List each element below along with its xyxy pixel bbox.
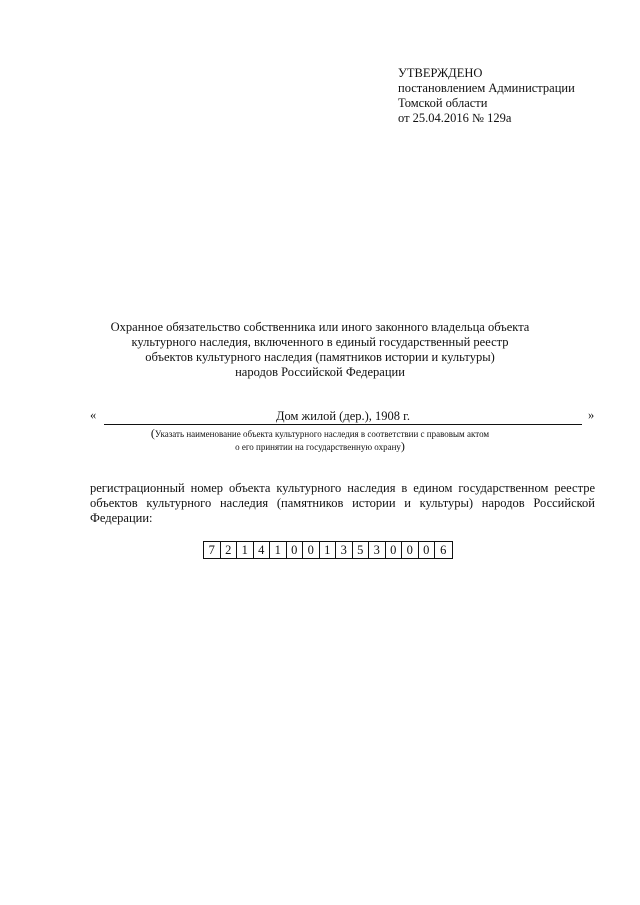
approval-line-2: Томской области [398, 96, 488, 110]
registration-digit-cell: 5 [353, 542, 370, 558]
registration-number-grid [203, 541, 453, 559]
registration-digit-cell: 6 [440, 543, 447, 557]
registration-digit-cell: 0 [419, 542, 436, 558]
hint-paren-close: ) [400, 439, 405, 453]
registration-line-2: объектов культурного наследия (памятников истории и культуры) народов Российской [90, 496, 595, 510]
object-name-line [0, 408, 640, 426]
approval-line-1: постановлением Администрации [398, 81, 575, 95]
approval-line-3: от 25.04.2016 № 129а [398, 111, 512, 125]
hint-paren-open: ( [150, 426, 155, 440]
hint-text-1: Указать наименование объекта культурного наследия в соответствии с правовым актом [154, 429, 490, 439]
document-title [0, 320, 640, 380]
registration-line-1: регистрационный номер объекта культурного наследия в едином государственном реестре [90, 481, 595, 495]
approval-block [398, 66, 575, 126]
registration-digit-cell: 0 [402, 542, 419, 558]
title-line-2: культурного наследия, включенного в единый государственный реестр [131, 335, 509, 349]
registration-digit-cell: 0 [287, 542, 304, 558]
registration-digit-cell: 2 [221, 542, 238, 558]
hint-line-2 [0, 440, 640, 453]
registration-digit-cell: 4 [254, 542, 271, 558]
title-line-3: объектов культурного наследия (памятников истории и культуры) [145, 350, 495, 364]
hint-text-2: о его принятии на государственную охрану [235, 442, 401, 452]
registration-digit-cell: 1 [237, 542, 254, 558]
registration-digit-cell: 3 [369, 542, 386, 558]
quote-open: « [90, 408, 97, 422]
registration-digit-cell: 0 [303, 542, 320, 558]
registration-digit-cell: 1 [270, 542, 287, 558]
registration-digit-cell: 3 [336, 542, 353, 558]
object-name-hint [0, 427, 640, 453]
registration-digit-cell: 7 [204, 542, 221, 558]
registration-line-3: Федерации: [90, 511, 153, 525]
object-name-field: Дом жилой (дер.), 1908 г. [104, 408, 582, 425]
approval-heading: УТВЕРЖДЕНО [398, 66, 483, 80]
hint-line-1 [0, 427, 640, 440]
quote-close: » [588, 408, 595, 422]
registration-digit-cell: 0 [386, 542, 403, 558]
title-line-4: народов Российской Федерации [235, 365, 405, 379]
title-line-1: Охранное обязательство собственника или иного законного владельца объекта [110, 320, 530, 334]
registration-paragraph [90, 481, 595, 526]
registration-digit-cell: 1 [320, 542, 337, 558]
